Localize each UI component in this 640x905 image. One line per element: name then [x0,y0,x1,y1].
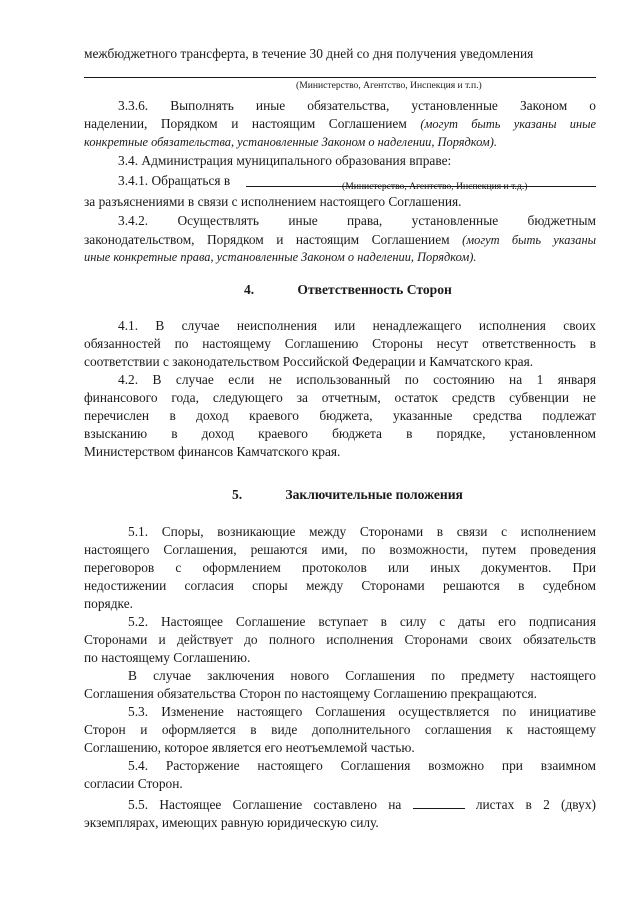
section-number: 4. [244,282,255,297]
paragraph-line: Сторонами и действует до полного исполнения Сторонами своих обязательств [84,632,596,647]
paragraph-line: переговоров с оформлением протоколов или иных документов. При [84,560,596,575]
field-hint: (Министерство, Агентство, Инспекция и т.д.) [342,181,528,192]
text-line [84,232,596,248]
text-line [84,116,596,132]
paragraph-line: экземплярах, имеющих равную юридическую силу. [84,815,379,830]
paragraph-line: недостижении согласия споры между Сторонами решаются в судебном [84,578,596,593]
paragraph-line: 5.3. Изменение настоящего Соглашения осуществляется по инициативе [128,704,596,719]
paragraph-line: порядке. [84,596,133,611]
italic-note: (могут быть указаны иные [420,117,596,131]
clause-3-4-1: 3.4.1. Обращаться в [118,173,231,188]
paragraph-line: 4.1. В случае неисполнения или ненадлежащего исполнения своих [118,318,596,333]
italic-note: конкретные обязательства, установленные Законом о наделении, Порядком). [84,135,497,149]
clause-3-4-2: 3.4.2. Осуществлять иные права, установленные бюджетным [118,213,596,228]
paragraph-line: Соглашения обязательства Сторон по настоящему Соглашению прекращаются. [84,686,538,701]
clause-3-4: 3.4. Администрация муниципального образования вправе: [118,153,452,168]
section-5-heading [232,487,463,503]
paragraph-line: по настоящему Соглашению. [84,650,251,665]
field-hint: (Министерство, Агентство, Инспекция и т.п.) [296,80,482,91]
text-line: межбюджетного трансферта, в течение 30 дней со дня получения уведомления [84,46,534,61]
paragraph-line: Сторон и оформляется в виде дополнительного соглашения к настоящему [84,722,596,737]
paragraph-line [128,796,596,813]
paragraph-line: настоящего Соглашения, решаются ими, по возможности, путем проведения [84,542,596,557]
paragraph-line: соответствии с законодательством Российской Федерации и Камчатского края. [84,354,534,369]
clause-3-3-6 [118,98,596,114]
paragraph-line: Министерством финансов Камчатского края. [84,444,341,459]
section-title: Ответственность Сторон [297,282,452,297]
clause-text: наделении, Порядком и настоящим Соглашением [84,116,407,131]
paragraph-line: финансового года, следующего за отчетным, остаток средств субвенции не [84,390,596,405]
paragraph-line: 5.2. Настоящее Соглашение вступает в силу с даты его подписания [128,614,596,629]
section-number: 5. [232,487,243,502]
clause-text: листах в 2 (двух) [475,797,596,812]
paragraph-line: 4.2. В случае если не использованный по состоянию на 1 января [118,372,596,387]
paragraph-line: 5.1. Споры, возникающие между Сторонами в связи с исполнением [128,524,596,539]
italic-note: (могут быть указаны [462,233,596,247]
text-line: за разъяснениями в связи с исполнением настоящего Соглашения. [84,194,462,209]
paragraph-line: 5.4. Расторжение настоящего Соглашения возможно при взаимном [128,758,596,773]
paragraph-line: перечислен в доход краевого бюджета, указанные средства подлежат [84,408,596,423]
paragraph-line: обязанностей по настоящему Соглашению Стороны несут ответственность в [84,336,596,351]
paragraph-line: Соглашению, которое является его неотъемлемой частью. [84,740,415,755]
clause-text: законодательством, Порядком и настоящим Соглашением [84,232,450,247]
fill-in-rule [84,77,596,78]
clause-number: 3.3.6. [118,98,149,113]
paragraph-line: В случае заключения нового Соглашения по предмету настоящего [128,668,596,683]
italic-note: иные конкретные права, установленные Законом о наделении, Порядком). [84,250,477,264]
paragraph-line: взысканию в доход краевого бюджета в порядке, установленном [84,426,596,441]
paragraph-line: согласии Сторон. [84,776,183,791]
section-title: Заключительные положения [285,487,463,502]
clause-text: Выполнять иные обязательства, установленные Законом о [170,98,596,113]
section-4-heading [244,282,452,298]
clause-text: 5.5. Настоящее Соглашение составлено на [128,797,402,812]
sheet-count-blank [413,796,465,809]
